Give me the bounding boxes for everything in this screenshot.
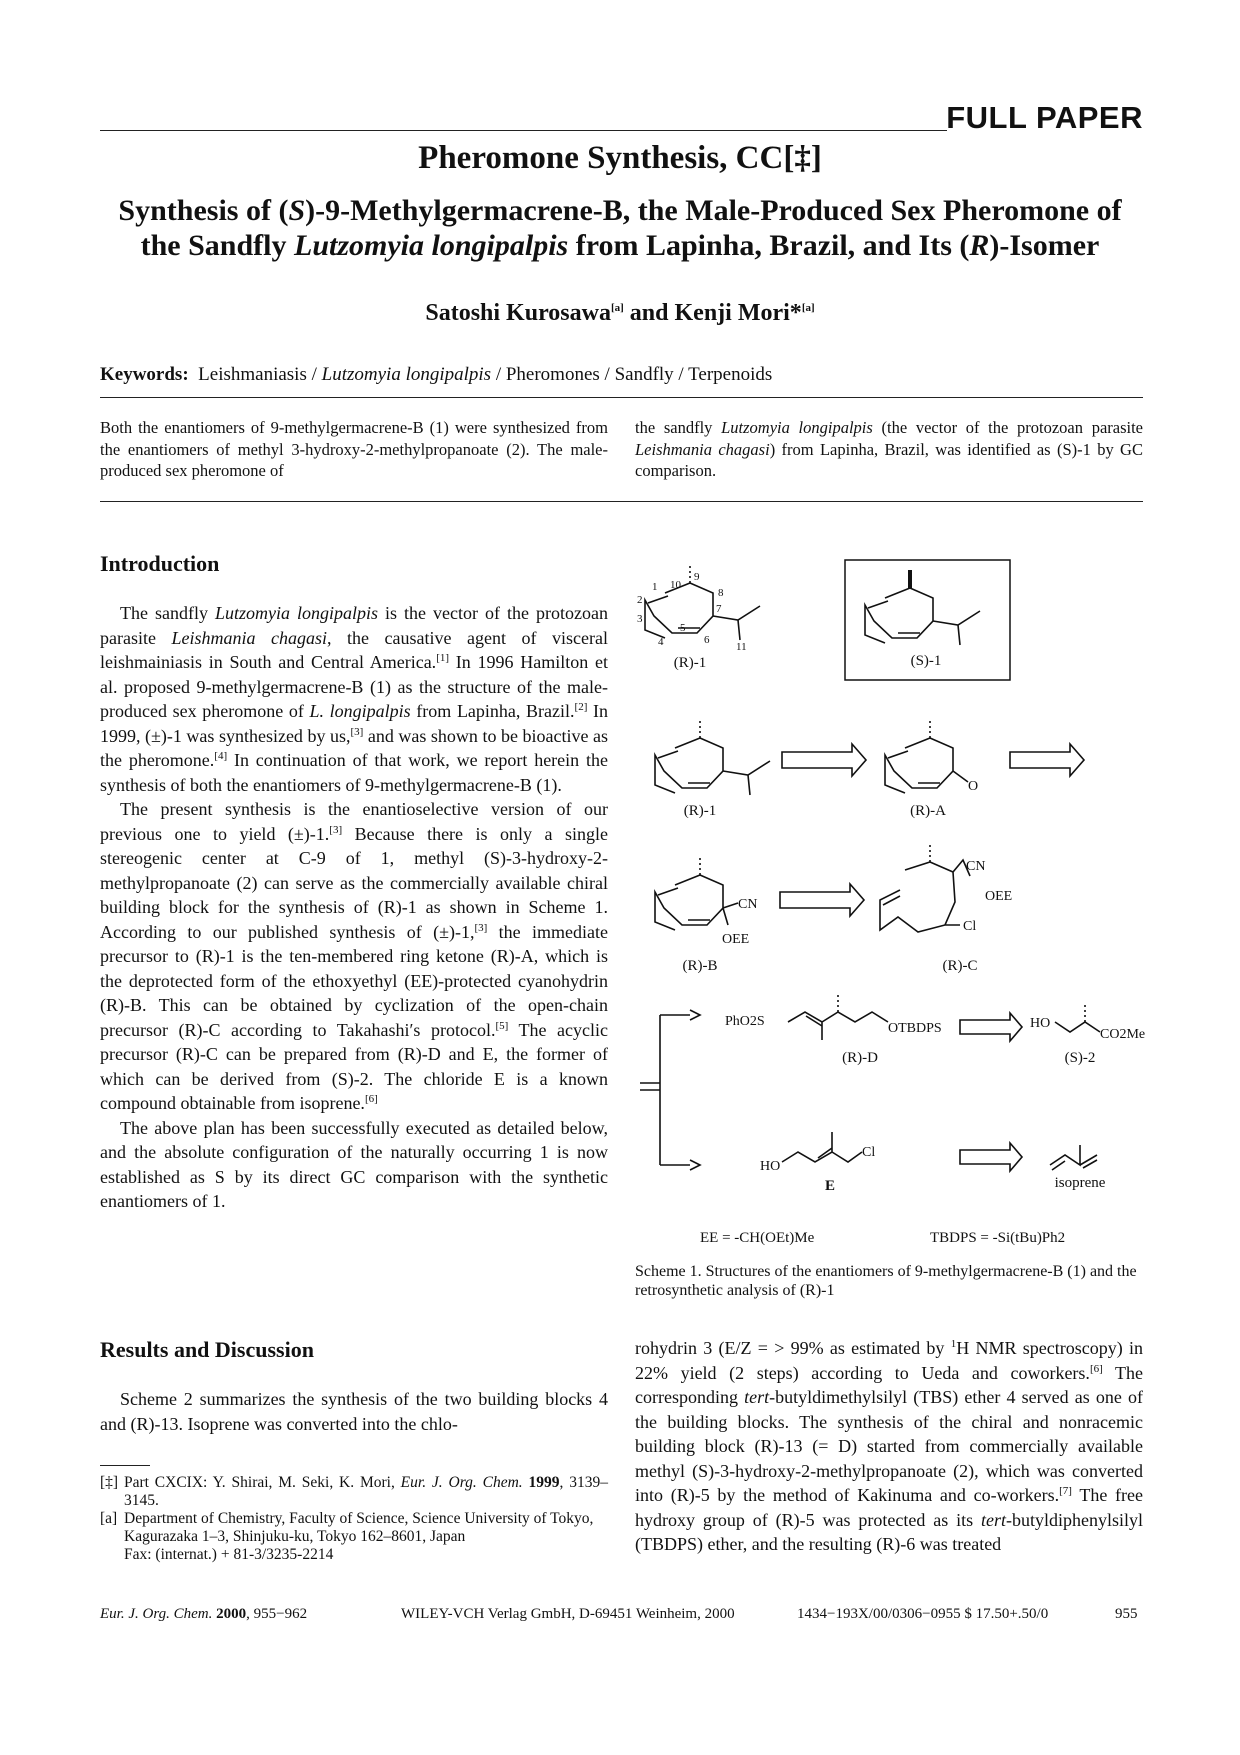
svg-text:5: 5 (680, 622, 686, 634)
svg-text:OTBDPS: OTBDPS (888, 1021, 942, 1036)
svg-text:O: O (968, 779, 979, 794)
svg-text:4: 4 (658, 636, 664, 648)
results-text-left: Scheme 2 summarizes the synthesis of the two building blocks 4 and (R)-13. Isoprene was converted into the chlo- (100, 1389, 608, 1434)
label-rb: (R)-B (682, 958, 718, 974)
keywords: Keywords: Leishmaniasis / Lutzomyia longipalpis / Pheromones / Sandfly / Terpenoids (100, 364, 773, 385)
scheme-1-figure (620, 545, 1150, 1255)
label-rc: (R)-C (942, 958, 978, 974)
footer-citation: Eur. J. Org. Chem. 2000, 955−962 (100, 1606, 308, 1622)
label-s2: (S)-2 (1064, 1050, 1096, 1066)
svg-text:9: 9 (694, 571, 700, 583)
footer-page-number: 955 (1115, 1606, 1138, 1622)
keywords-rule (100, 397, 1143, 398)
definition-ee: EE = -CH(OEt)Me (700, 1230, 815, 1246)
abstract-right: the sandfly Lutzomyia longipalpis (the vector of the protozoan parasite Leishmania chagasi) from Lapinha, Brazil, was identified as (S)-1 by GC comparison. (635, 418, 1143, 480)
svg-text:1: 1 (652, 581, 658, 593)
svg-text:CN: CN (966, 859, 986, 874)
footer-publisher: WILEY-VCH Verlag GmbH, D-69451 Weinheim, 2000 (401, 1606, 735, 1622)
svg-text:OEE: OEE (985, 889, 1013, 904)
svg-text:3: 3 (637, 613, 643, 625)
header-label: FULL PAPER (946, 100, 1143, 135)
introduction-text: The sandfly Lutzomyia longipalpis is the vector of the protozoan parasite Leishmania chagasi, the causative agent of visceral leishmainiasis in South and Central America.[1] In 1996 Hamilton et al. proposed 9-methylgermacrene-B (1) as the structure of the male-produced sex pheromone of L. longipalpis from Lapinha, Brazil.[2] In 1999, (±)-1 was synthesized by us,[3] and was shown to be bioactive as the pheromone.[4] In continuation of that work, we report herein the synthesis of both the enantiomers of 9-methylgermacrene-B (1). The present synthesis is the enantioselective version of our previous one to yield (±)-1.[3] Because there is only a single stereogenic center at C-9 of 1, methyl (S)-3-hydroxy-2-methylpropanoate (2) can serve as the commercially available chiral building block for the synthesis of (R)-1 as shown in Scheme 1. According to our published synthesis of (±)-1,[3] the immediate precursor to (R)-1 is the ten-membered ring ketone (R)-A, which is the deprotected form of the ethoxyethyl (EE)-protected cyanohydrin (R)-B. This can be obtained by cyclization of the open-chain precursor (R)-C according to Takahashi′s protocol.[5] The acyclic precursor (R)-C can be prepared from (R)-D and E, the former of which can be derived from (S)-2. The chloride E is a known compound obtainable from isoprene.[6] The above plan has been successfully executed as detailed below, and the absolute configuration of the naturally occurring 1 is now established as S by its direct GC comparison with the synthetic enantiomers of 1. (100, 603, 609, 1211)
label-isoprene: isoprene (1054, 1175, 1106, 1191)
retro-arrow-2 (1010, 744, 1084, 776)
footnote-affiliation: [a] Department of Chemistry, Faculty of Science, Science University of Tokyo, Kagurazaka 1–3, Shinjuku-ku, Tokyo 162–8601, Japan Fax: (internat.) + 81-3/3235-2214 (100, 1510, 594, 1563)
retro-arrow-1 (782, 744, 866, 776)
retro-arrow-5 (960, 1143, 1022, 1171)
abstract-left: Both the enantiomers of 9-methylgermacrene-B (1) were synthesized from the enantiomers of methyl 3-hydroxy-2-methylpropanoate (2). The male-produced sex pheromone of (100, 418, 608, 480)
branch-bracket (640, 1015, 690, 1165)
svg-text:8: 8 (718, 587, 724, 599)
structure-isoprene (1050, 1145, 1097, 1170)
structure-s2 (1030, 1005, 1145, 1042)
label-rd: (R)-D (842, 1050, 878, 1066)
label-r1-row2: (R)-1 (683, 803, 717, 819)
structure-e (760, 1132, 875, 1174)
header-rule (100, 130, 947, 131)
footer-issn: 1434−193X/00/0306−0955 $ 17.50+.50/0 (797, 1606, 1049, 1622)
svg-text:11: 11 (736, 641, 747, 653)
footnote-1: [‡] Part CXCIX: Y. Shirai, M. Seki, K. Mori, Eur. J. Org. Chem. 1999, 3139–3145. (100, 1474, 608, 1509)
footnote-rule (100, 1465, 150, 1466)
retro-arrow-4 (960, 1013, 1022, 1041)
scheme-1-caption: Scheme 1. Structures of the enantiomers of 9-methylgermacrene-B (1) and the retrosynthetic analysis of (R)-1 (635, 1263, 1137, 1299)
svg-text:2: 2 (637, 594, 643, 606)
results-text-right: rohydrin 3 (E/Z = > 99% as estimated by $^1$H NMR spectroscopy) in 22% yield (2 steps) according to Ueda and coworkers.[6] The corresponding tert-butyldimethylsilyl (TBS) ether 4 served as one of the building blocks. The synthesis of the chiral and nonracemic building block (R)-13 (= D) started from commercially available methyl (S)-3-hydroxy-2-methylpropanoate (2), which was converted into (R)-5 by the method of Kakinuma and co-workers.[7] The free hydroxy group of (R)-5 was protected as its tert-butyldiphenylsilyl (TBDPS) ether, and the resulting (R)-6 was treated (635, 1338, 1143, 1554)
abstract-rule (100, 501, 1143, 502)
structure-ra (885, 718, 978, 794)
svg-text:PhO2S: PhO2S (725, 1014, 765, 1029)
structure-r1 (655, 718, 770, 795)
structure-r1-numbered (637, 565, 760, 653)
structure-rd (725, 995, 942, 1040)
label-r1: (R)-1 (673, 655, 707, 671)
svg-text:HO: HO (760, 1159, 781, 1174)
authors: Satoshi Kurosawa[a] and Kenji Mori*[a] (425, 300, 815, 326)
paper-title: Synthesis of (S)-9-Methylgermacrene-B, the Male-Produced Sex Pheromone of the Sandfly Lutzomyia longipalpis from Lapinha, Brazil, and Its (R)-Isomer (118, 194, 1122, 262)
svg-text:CO2Me: CO2Me (1100, 1027, 1146, 1042)
label-e: E (824, 1178, 836, 1194)
svg-text:CN: CN (738, 897, 758, 912)
structure-rb (655, 855, 757, 947)
svg-text:OEE: OEE (722, 932, 750, 947)
definition-tbdps: TBDPS = -Si(tBu)Ph2 (930, 1230, 1066, 1246)
structure-rc (880, 845, 1012, 934)
label-ra: (R)-A (910, 803, 946, 819)
svg-text:HO: HO (1030, 1016, 1051, 1031)
svg-text:10: 10 (670, 579, 681, 591)
structure-s1 (865, 570, 980, 645)
label-s1: (S)-1 (910, 653, 942, 669)
svg-text:Cl: Cl (963, 919, 977, 934)
retro-arrow-3 (780, 884, 864, 916)
svg-text:6: 6 (704, 634, 710, 646)
section-heading-introduction: Introduction (100, 551, 220, 576)
series-title: Pheromone Synthesis, CC[‡] (418, 140, 822, 176)
svg-text:Cl: Cl (862, 1145, 876, 1160)
section-heading-results: Results and Discussion (100, 1337, 314, 1362)
svg-text:7: 7 (716, 603, 722, 615)
